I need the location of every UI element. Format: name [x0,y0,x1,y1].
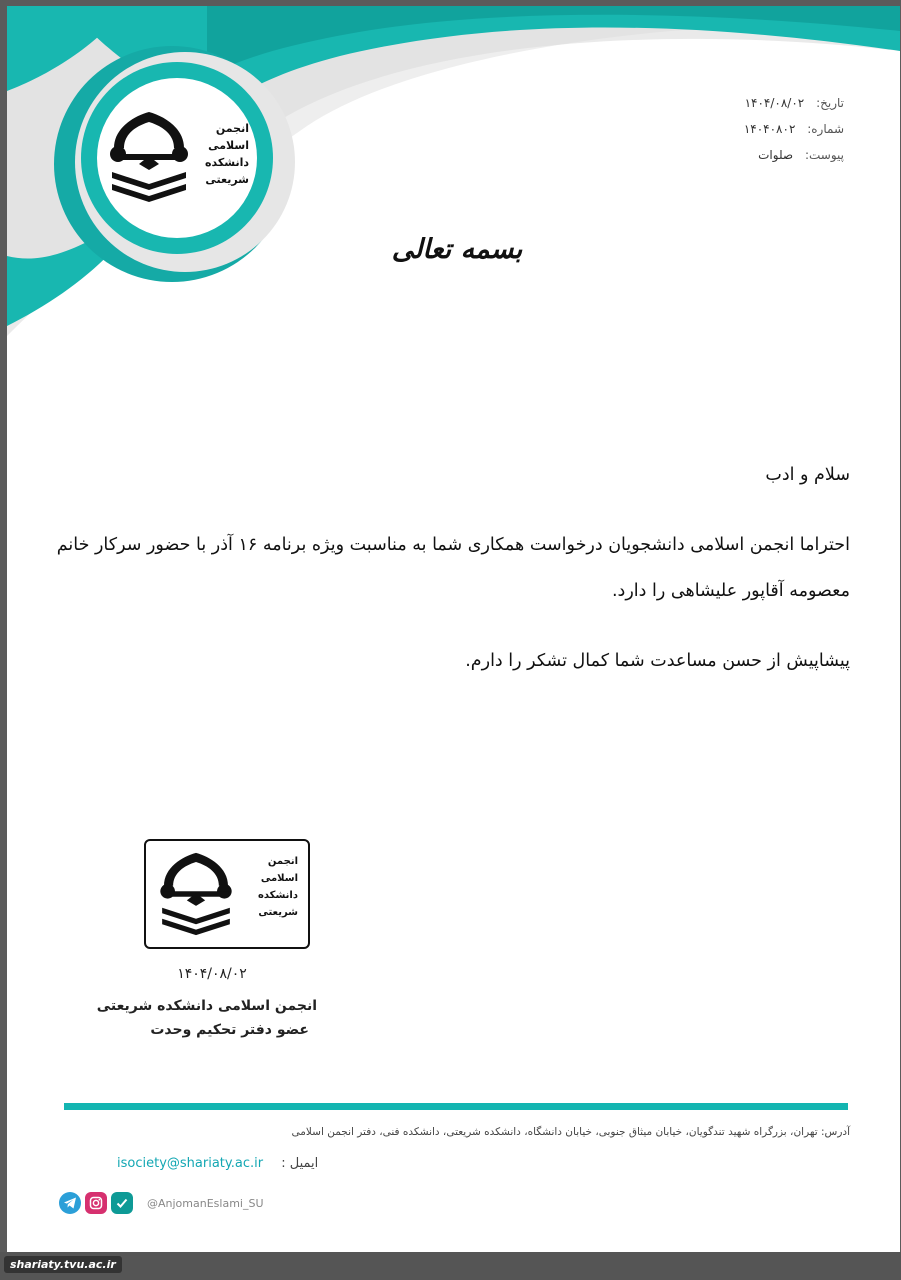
letter-page [7,6,900,1252]
stamp-line: اسلامی [260,873,298,884]
stamp-emblem-icon [154,851,238,937]
eitaa-icon[interactable] [111,1192,133,1214]
logo-line: اسلامی [208,139,249,152]
stamp-line: دانشکده [258,890,298,901]
telegram-icon[interactable] [59,1192,81,1214]
social-handle[interactable]: @AnjomanEslami_SU [147,1196,264,1210]
meta-attachment [744,142,844,168]
meta-label: تاریخ: [816,96,844,110]
closing-line: پیشاپیش از حسن مساعدت شما کمال تشکر را دارم. [465,651,850,671]
signature-org: انجمن اسلامی دانشکده شریعتی [96,998,317,1014]
greeting: سلام و ادب [765,465,850,485]
footer-email-link[interactable]: isociety@shariaty.ac.ir [117,1156,264,1171]
footer-email-label: : ایمیل [281,1156,319,1171]
stamp-line: شریعتی [258,907,298,918]
meta-value: صلوات [758,148,794,162]
logo-emblem-icon [104,110,194,204]
meta-label: شماره: [807,122,844,136]
stamp-line: انجمن [267,856,298,867]
signature-role: عضو دفتر تحکیم وحدت [150,1022,309,1038]
basmala-heading: بسمه تعالی [391,234,523,265]
logo-line: شریعتی [205,173,249,186]
footer-divider [64,1103,848,1110]
meta-number [744,116,844,142]
signature-block [87,994,317,1042]
letter-body [50,452,850,684]
watermark-text: shariaty.tvu.ac.ir [4,1256,122,1273]
signature-date: ۱۴۰۴/۰۸/۰۲ [177,966,247,982]
letter-paragraph: احتراما انجمن اسلامی دانشجویان درخواست همکاری شما به مناسبت ویژه برنامه ۱۶ آذر با حضور سرکار خانم معصومه آقاپور علیشاهی را دارد. [56,535,850,601]
stamp-text [258,853,298,921]
footer-email-row [117,1156,318,1171]
meta-value: ۱۴۰۴/۰۸/۰۲ [744,96,805,110]
logo-line: دانشکده [205,156,249,169]
meta-value: ۱۴۰۴۰۸۰۲ [743,122,796,136]
footer-social [59,1192,264,1214]
logo-line: انجمن [215,122,249,135]
meta-label: پیوست: [804,148,844,162]
meta-date [744,90,844,116]
official-stamp [144,839,310,949]
watermark-bar [0,1252,901,1280]
logo-text [193,120,249,188]
instagram-icon[interactable] [85,1192,107,1214]
footer-address: آدرس: تهران، بزرگراه شهید تندگویان، خیابان میثاق جنوبی، خیابان دانشگاه، دانشکده شریعتی، دانشکده فنی، دفتر انجمن اسلامی [291,1126,850,1138]
letter-meta [744,90,844,168]
